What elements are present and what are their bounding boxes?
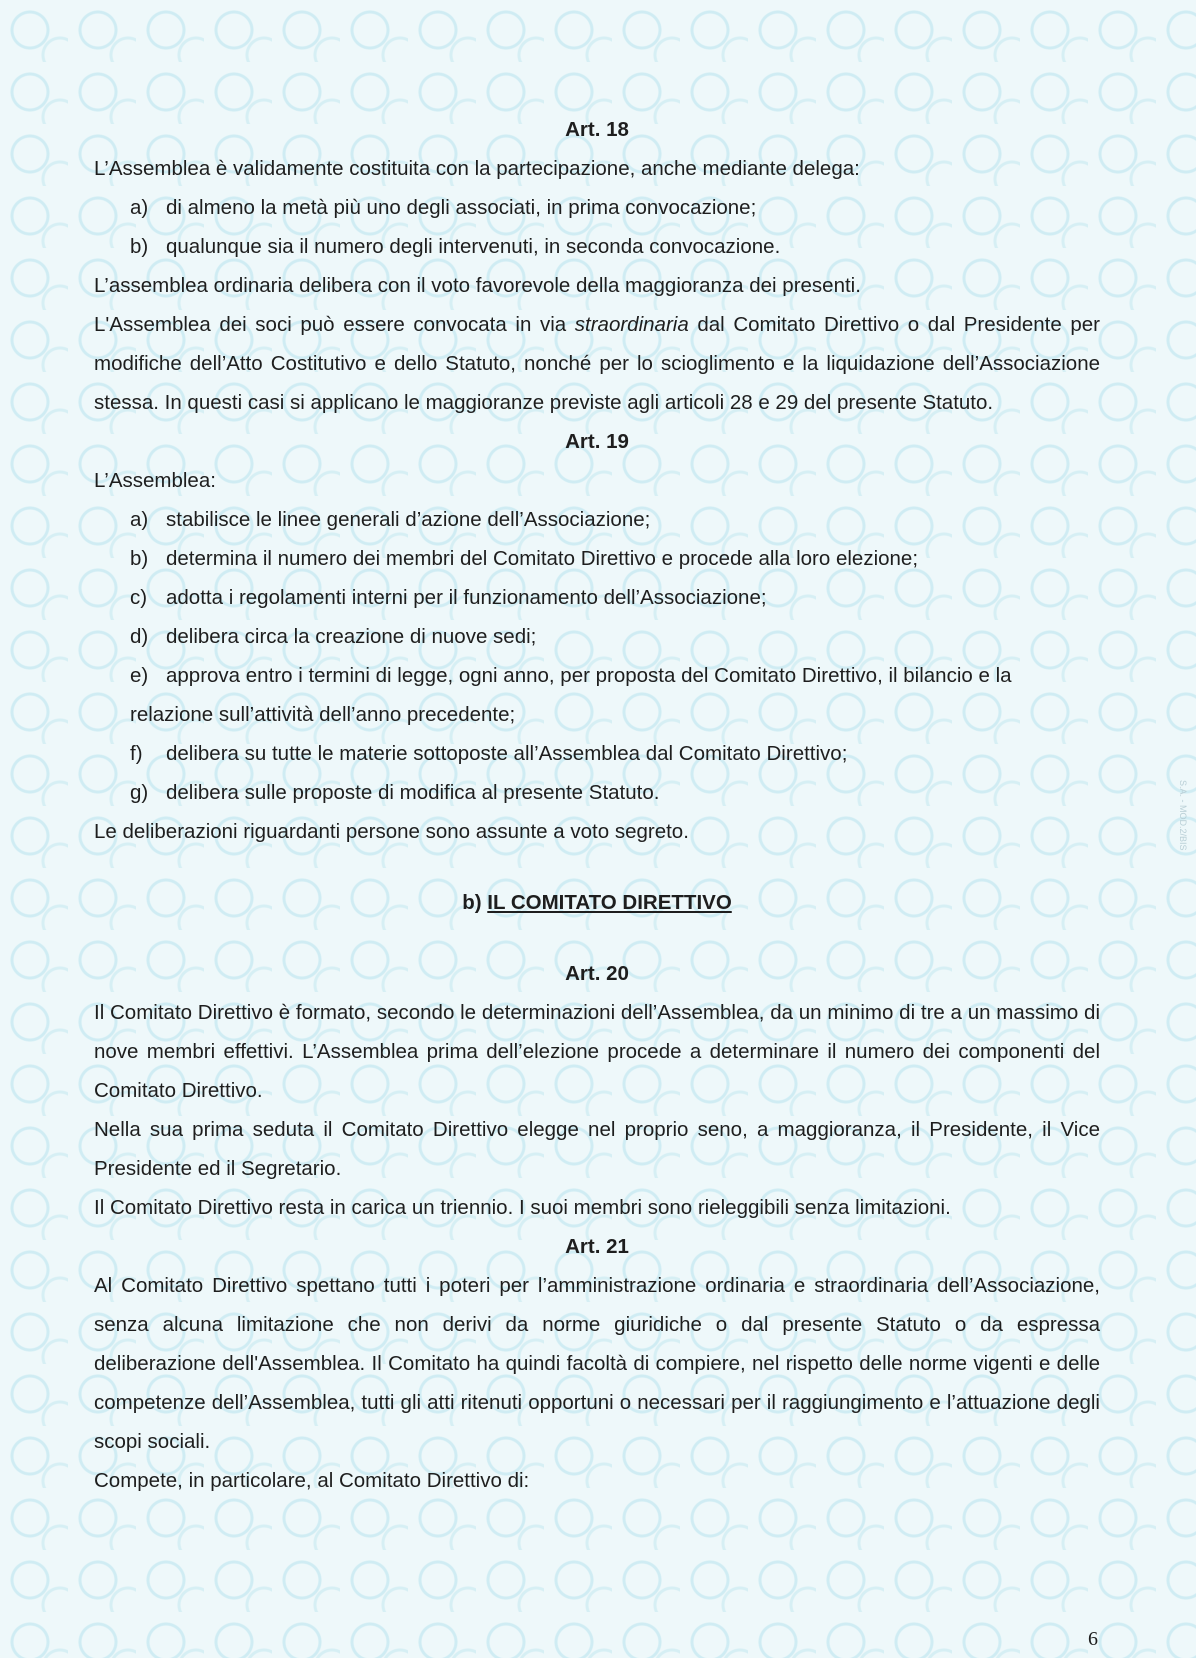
section-title: IL COMITATO DIRETTIVO xyxy=(487,891,732,914)
art20-title: Art. 20 xyxy=(565,962,629,985)
art18-item-b xyxy=(94,227,1100,266)
art18-p2-start: L'Assemblea dei soci può essere convocata in via xyxy=(94,313,575,336)
item-label: e) xyxy=(130,664,149,687)
item-label: d) xyxy=(130,625,149,648)
document-body xyxy=(94,110,1100,1500)
art19-item-d xyxy=(94,617,1100,656)
item-text: delibera su tutte le materie sottoposte all’Assemblea dal Comitato Direttivo; xyxy=(166,742,848,765)
art18-paragraph-2 xyxy=(94,305,1100,422)
art19-title: Art. 19 xyxy=(565,430,629,453)
item-label: b) xyxy=(130,547,149,570)
art19-item-f xyxy=(94,734,1100,773)
art18-p2-end: dal Comitato Direttivo o dal Presidente per modifiche dell’Atto Costitutivo e dello Statuto, nonché per lo scioglimento e la liquidazione dell’Associazione stessa. In questi casi si applicano le maggioranze previste agli articoli 28 e 29 del presente Statuto. xyxy=(94,313,1100,414)
art19-item-c xyxy=(94,578,1100,617)
art19-item-b xyxy=(94,539,1100,578)
item-label: f) xyxy=(130,742,143,765)
side-watermark-text: S.A. - MOD.2/BIS xyxy=(1178,780,1188,851)
item-text: determina il numero dei membri del Comitato Direttivo e procede alla loro elezione; xyxy=(166,547,919,570)
art20-paragraph-2: Nella sua prima seduta il Comitato Direttivo elegge nel proprio seno, a maggioranza, il Presidente, il Vice Presidente ed il Segretario. xyxy=(94,1118,1100,1180)
art19-closing: Le deliberazioni riguardanti persone sono assunte a voto segreto. xyxy=(94,820,689,843)
art18-paragraph-1: L’assemblea ordinaria delibera con il voto favorevole della maggioranza dei presenti. xyxy=(94,274,861,297)
art21-title: Art. 21 xyxy=(565,1235,629,1258)
item-label: c) xyxy=(130,586,148,609)
item-text: approva entro i termini di legge, ogni anno, per proposta del Comitato Direttivo, il bilancio e la relazione sull’attività dell’anno precedente; xyxy=(130,664,1012,726)
art19-intro: L’Assemblea: xyxy=(94,469,216,492)
section-prefix: b) xyxy=(462,891,488,914)
item-text: qualunque sia il numero degli intervenuti, in seconda convocazione. xyxy=(166,235,781,258)
item-label: g) xyxy=(130,781,149,804)
page-number: 6 xyxy=(1088,1628,1098,1650)
item-text: di almeno la metà più uno degli associati, in prima convocazione; xyxy=(166,196,757,219)
section-heading xyxy=(94,883,1100,922)
art20-paragraph-3: Il Comitato Direttivo resta in carica un triennio. I suoi membri sono rieleggibili senza limitazioni. xyxy=(94,1196,951,1219)
item-label: a) xyxy=(130,196,149,219)
art20-paragraph-1: Il Comitato Direttivo è formato, secondo le determinazioni dell’Assemblea, da un minimo di tre a un massimo di nove membri effettivi. L’Assemblea prima dell’elezione procede a determinare il numero dei componenti del Comitato Direttivo. xyxy=(94,1001,1100,1102)
art18-title: Art. 18 xyxy=(565,118,629,141)
item-text: delibera circa la creazione di nuove sedi; xyxy=(166,625,537,648)
art19-item-e xyxy=(94,656,1100,734)
art21-paragraph-1: Al Comitato Direttivo spettano tutti i poteri per l’amministrazione ordinaria e straordinaria dell’Associazione, senza alcuna limitazione che non derivi da norme giuridiche o dal presente Statuto o da espressa deliberazione dell'Assemblea. Il Comitato ha quindi facoltà di compiere, nel rispetto delle norme vigenti e delle competenze dell’Assemblea, tutti gli atti ritenuti opportuni o necessari per il raggiungimento e l’attuazione degli scopi sociali. xyxy=(94,1274,1100,1453)
art18-p2-emphasis: straordinaria xyxy=(574,313,689,336)
art19-item-a xyxy=(94,500,1100,539)
item-text: stabilisce le linee generali d’azione dell’Associazione; xyxy=(166,508,651,531)
art21-paragraph-2: Compete, in particolare, al Comitato Direttivo di: xyxy=(94,1469,530,1492)
art19-item-g xyxy=(94,773,1100,812)
art18-intro: L’Assemblea è validamente costituita con la partecipazione, anche mediante delega: xyxy=(94,157,860,180)
item-text: adotta i regolamenti interni per il funzionamento dell’Associazione; xyxy=(166,586,767,609)
item-label: a) xyxy=(130,508,149,531)
item-label: b) xyxy=(130,235,149,258)
item-text: delibera sulle proposte di modifica al presente Statuto. xyxy=(166,781,660,804)
art18-item-a xyxy=(94,188,1100,227)
